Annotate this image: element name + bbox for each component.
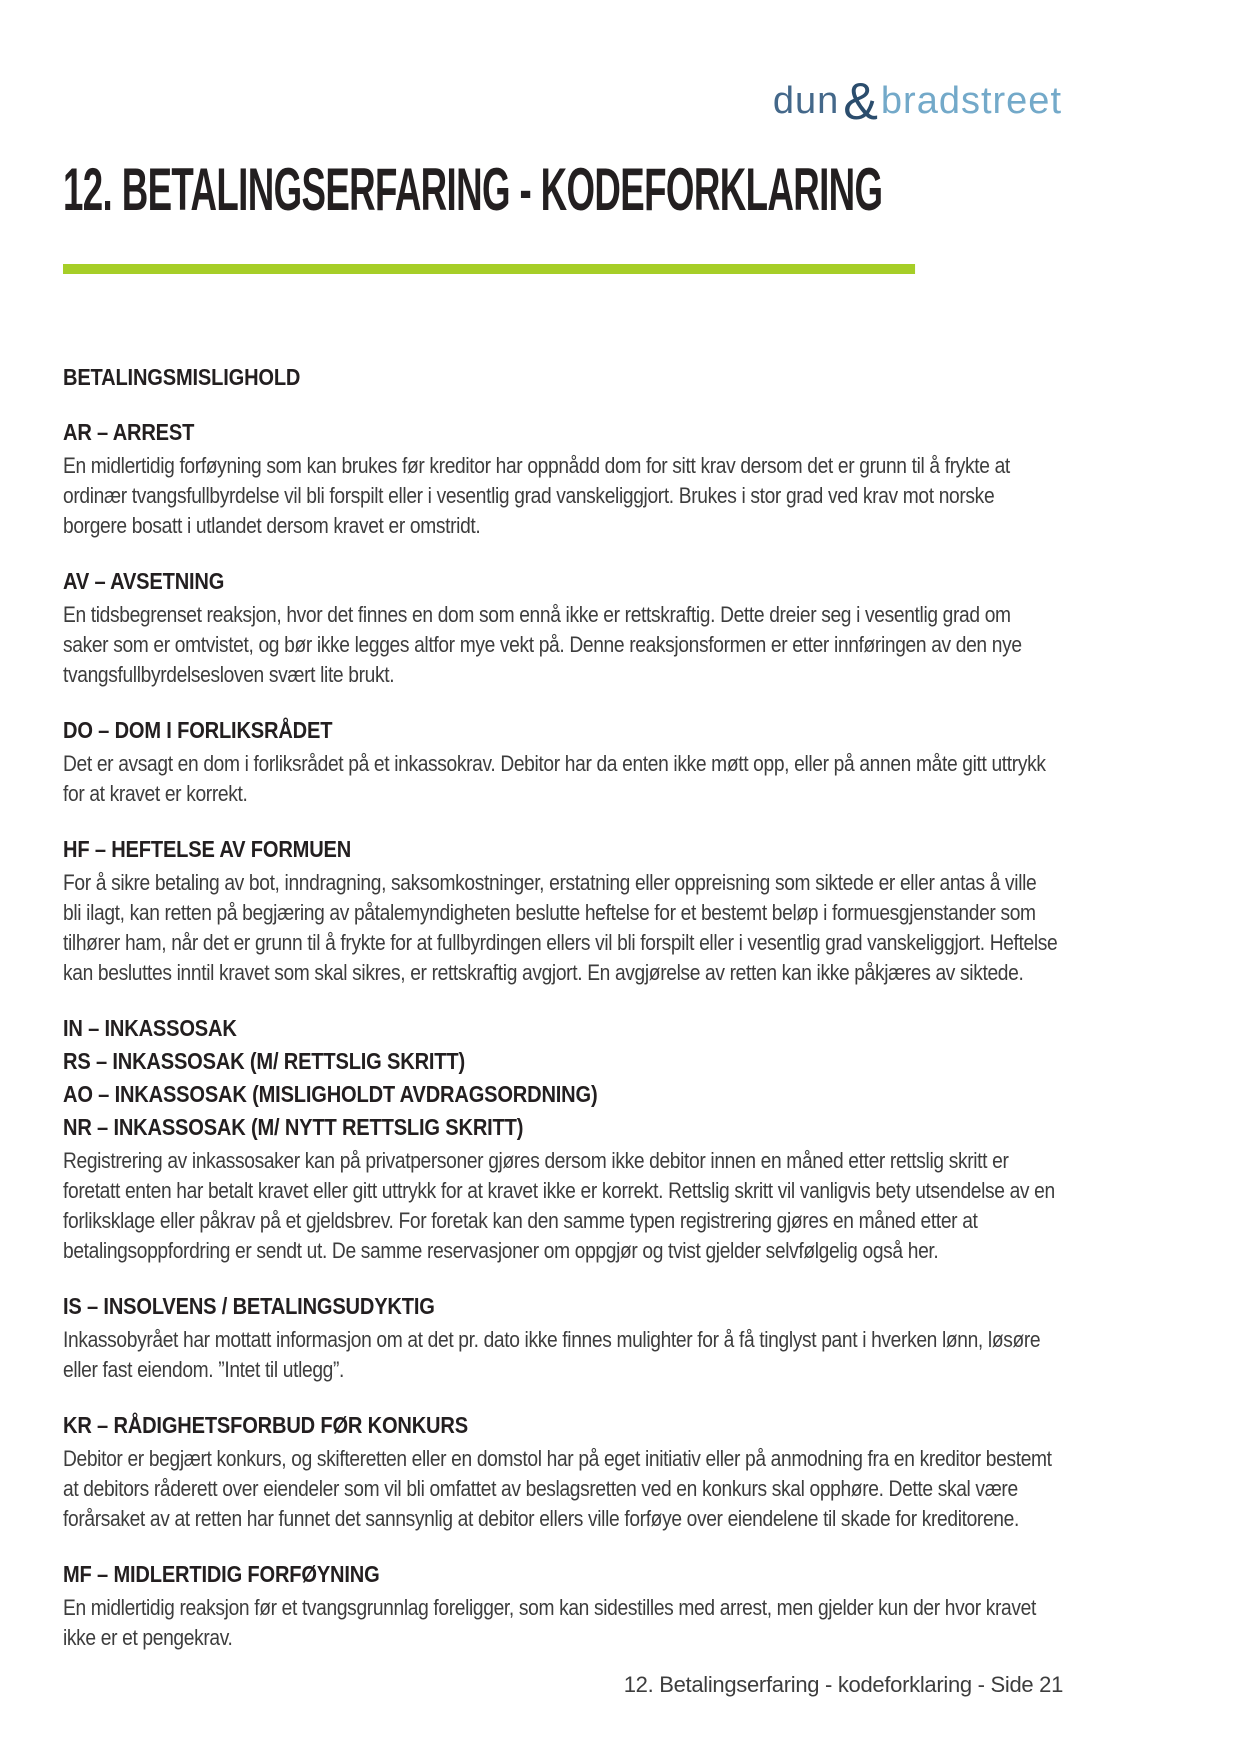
page-footer: 12. Betalingserfaring - kodeforklaring - Side 21	[623, 1672, 1063, 1697]
title-accent-bar	[63, 264, 915, 274]
code-section-is	[63, 1290, 1058, 1385]
code-heading: IS – INSOLVENS / BETALINGSUDYKTIG	[63, 1293, 435, 1319]
document-body	[63, 156, 1058, 1653]
code-heading: AO – INKASSOSAK (MISLIGHOLDT AVDRAGSORDNING)	[63, 1081, 598, 1107]
section-group-heading: BETALINGSMISLIGHOLD	[63, 364, 301, 390]
logo-ampersand-icon: &	[843, 73, 878, 131]
code-description: En midlertidig reaksjon før et tvangsgrunnlag foreligger, som kan sidestilles med arrest, men gjelder kun der hvor kravet ikke er et pengekrav.	[63, 1595, 1036, 1650]
code-description: En midlertidig forføyning som kan brukes før kreditor har oppnådd dom for sitt krav dersom det er grunn til å frykte at ordinær tvangsfullbyrdelse vil bli forspilt eller i vesentlig grad vanskeliggjort. Brukes i stor grad ved krav mot norske borgere bosatt i utlandet dersom kravet er omstridt.	[63, 453, 1010, 538]
code-heading: KR – RÅDIGHETSFORBUD FØR KONKURS	[63, 1412, 468, 1438]
code-section-do	[63, 714, 1058, 809]
code-section-mf	[63, 1558, 1058, 1653]
logo-dun-text: dun	[772, 80, 840, 122]
dnb-logo	[772, 70, 1062, 131]
code-description: Inkassobyrået har mottatt informasjon om at det pr. dato ikke finnes mulighter for å få tinglyst pant i hverken lønn, løsøre eller fast eiendom. ”Intet til utlegg”.	[63, 1327, 1041, 1382]
code-heading: DO – DOM I FORLIKSRÅDET	[63, 717, 333, 743]
code-heading: AR – ARREST	[63, 419, 195, 445]
code-section-av	[63, 565, 1058, 690]
code-heading: IN – INKASSOSAK	[63, 1015, 237, 1041]
code-section-hf	[63, 833, 1058, 988]
page-title: 12. BETALINGSERFARING - KODEFORKLARING	[63, 156, 883, 223]
code-section-inkasso	[63, 1012, 1058, 1266]
code-section-ar	[63, 416, 1058, 541]
code-description: Debitor er begjært konkurs, og skifteretten eller en domstol har på eget initiativ eller på anmodning fra en kreditor bestemt at debitors råderett over eiendeler som vil bli omfattet av beslagsretten ved en konkurs skal opphøre. Dette skal være forårsaket av at retten har funnet det sannsynlig at debitor ellers ville forføye over eiendelene til skade for kreditorene.	[63, 1446, 1052, 1531]
code-description: Registrering av inkassosaker kan på privatpersoner gjøres dersom ikke debitor innen en måned etter rettslig skritt er foretatt enten har betalt kravet eller gitt uttrykk for at kravet ikke er korrekt. Rettslig skritt vil vanligvis bety utsendelse av en forliksklage eller påkrav på et gjeldsbrev. For foretak kan den samme typen registrering gjøres en måned etter at betalingsoppfordring er sendt ut. De samme reservasjoner om oppgjør og tvist gjelder selvfølgelig også her.	[63, 1148, 1055, 1263]
code-description: En tidsbegrenset reaksjon, hvor det finnes en dom som ennå ikke er rettskraftig. Dette dreier seg i vesentlig grad om saker som er omtvistet, og bør ikke legges altfor mye vekt på. Denne reaksjonsformen er etter innføringen av den nye tvangsfullbyrdelsesloven svært lite brukt.	[63, 602, 1022, 687]
code-section-kr	[63, 1409, 1058, 1534]
code-description: For å sikre betaling av bot, inndragning, saksomkostninger, erstatning eller oppreisning som siktede er eller antas å ville bli ilagt, kan retten på begjæring av påtalemyndigheten beslutte heftelse for et bestemt beløp i formuesgjenstander som tilhører ham, når det er grunn til å frykte for at fullbyrdingen ellers vil bli forspilt eller i vesentlig grad vanskeliggjort. Heftelse kan besluttes inntil kravet som skal sikres, er rettskraftig avgjort. En avgjørelse av retten kan ikke påkjæres av siktede.	[63, 870, 1058, 985]
code-heading: NR – INKASSOSAK (M/ NYTT RETTSLIG SKRITT)	[63, 1114, 524, 1140]
code-heading: AV – AVSETNING	[63, 568, 225, 594]
code-heading: HF – HEFTELSE AV FORMUEN	[63, 836, 352, 862]
code-description: Det er avsagt en dom i forliksrådet på et inkassokrav. Debitor har da enten ikke møtt opp, eller på annen måte gitt uttrykk for at kravet er korrekt.	[63, 751, 1046, 806]
logo-bradstreet-text: bradstreet	[880, 80, 1062, 122]
code-heading: RS – INKASSOSAK (M/ RETTSLIG SKRITT)	[63, 1048, 466, 1074]
code-heading: MF – MIDLERTIDIG FORFØYNING	[63, 1561, 380, 1587]
